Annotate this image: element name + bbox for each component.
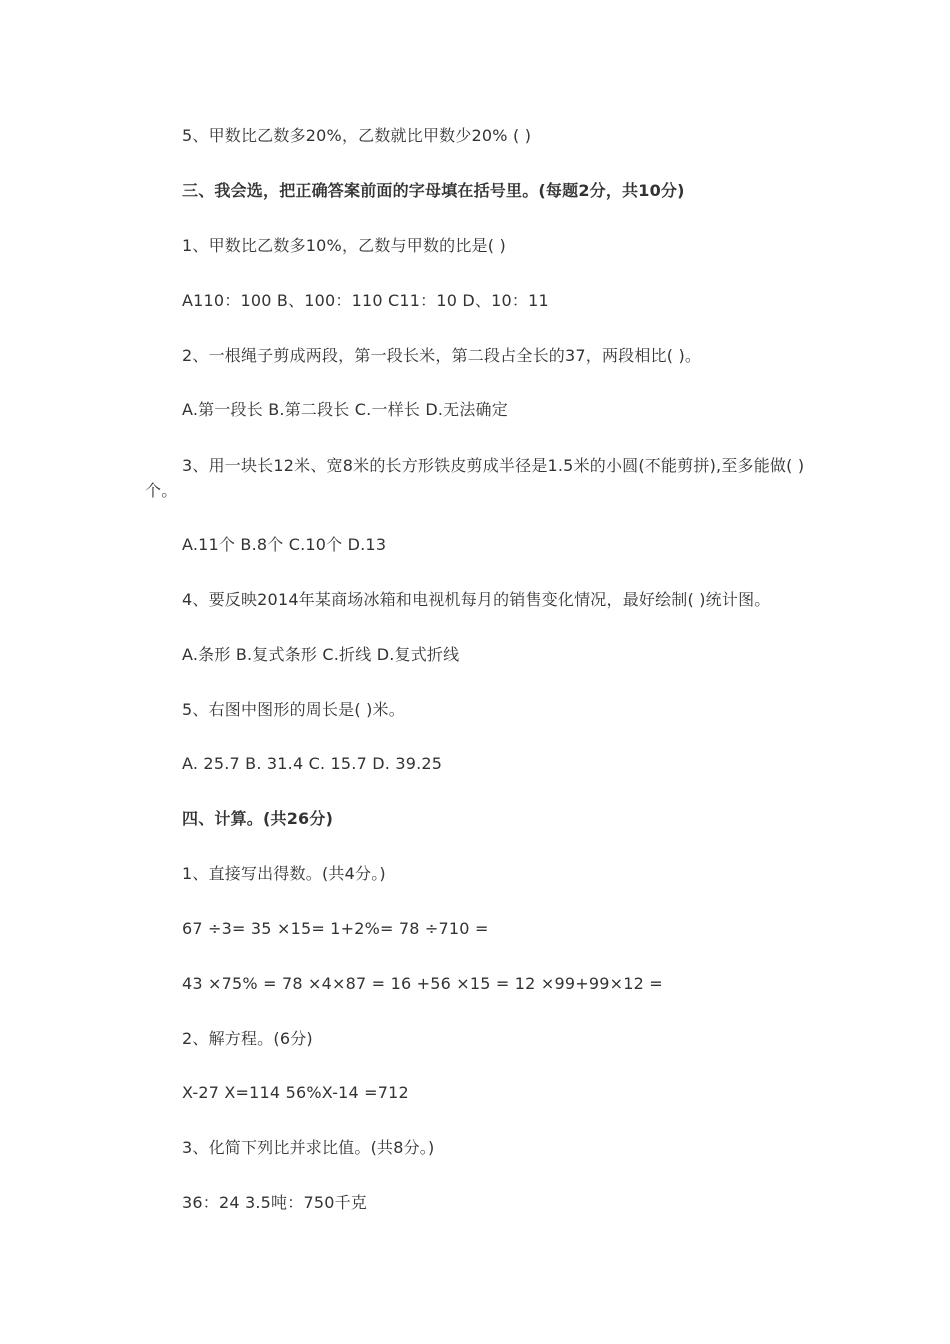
options-choice-5: A. 25.7 B. 31.4 C. 15.7 D. 39.25	[182, 754, 443, 773]
options-choice-2: A.第一段长 B.第二段长 C.一样长 D.无法确定	[182, 400, 508, 419]
question-choice-1: 1、甲数比乙数多10%，乙数与甲数的比是( )	[182, 236, 506, 255]
options-choice-1: A110：100 B、100：110 C11：10 D、10：11	[182, 291, 549, 310]
question-choice-5: 5、右图中图形的周长是( )米。	[182, 700, 405, 719]
question-calc-2: 2、解方程。(6分)	[182, 1029, 313, 1048]
question-calc-1: 1、直接写出得数。(共4分。)	[182, 864, 386, 883]
question-choice-2: 2、一根绳子剪成两段，第一段长米，第二段占全长的37，两段相比( )。	[182, 346, 702, 365]
question-calc-3: 3、化简下列比并求比值。(共8分。)	[182, 1138, 435, 1157]
equation-row: X-27 X=114 56%X-14 =712	[182, 1083, 409, 1102]
section-heading-choice: 三、我会选，把正确答案前面的字母填在括号里。(每题2分，共10分)	[182, 181, 685, 200]
ratio-row: 36：24 3.5吨：750千克	[182, 1193, 367, 1212]
text-line-1: 5、甲数比乙数多20%，乙数就比甲数少20% ( )	[182, 126, 532, 145]
options-choice-4: A.条形 B.复式条形 C.折线 D.复式折线	[182, 645, 460, 664]
calc-row-2: 43 ×75% = 78 ×4×87 = 16 +56 ×15 = 12 ×99+99×12 =	[182, 974, 663, 993]
calc-row-1: 67 ÷3= 35 ×15= 1+2%= 78 ÷710 =	[182, 919, 489, 938]
question-choice-4: 4、要反映2014年某商场冰箱和电视机每月的销售变化情况，最好绘制( )统计图。	[182, 590, 771, 609]
options-choice-3: A.11个 B.8个 C.10个 D.13	[182, 535, 387, 554]
question-choice-3: 3、用一块长12米、宽8米的长方形铁皮剪成半径是1.5米的小圆(不能剪拼),至多能做( )个。	[145, 456, 805, 500]
section-heading-calc: 四、计算。(共26分)	[182, 809, 334, 828]
